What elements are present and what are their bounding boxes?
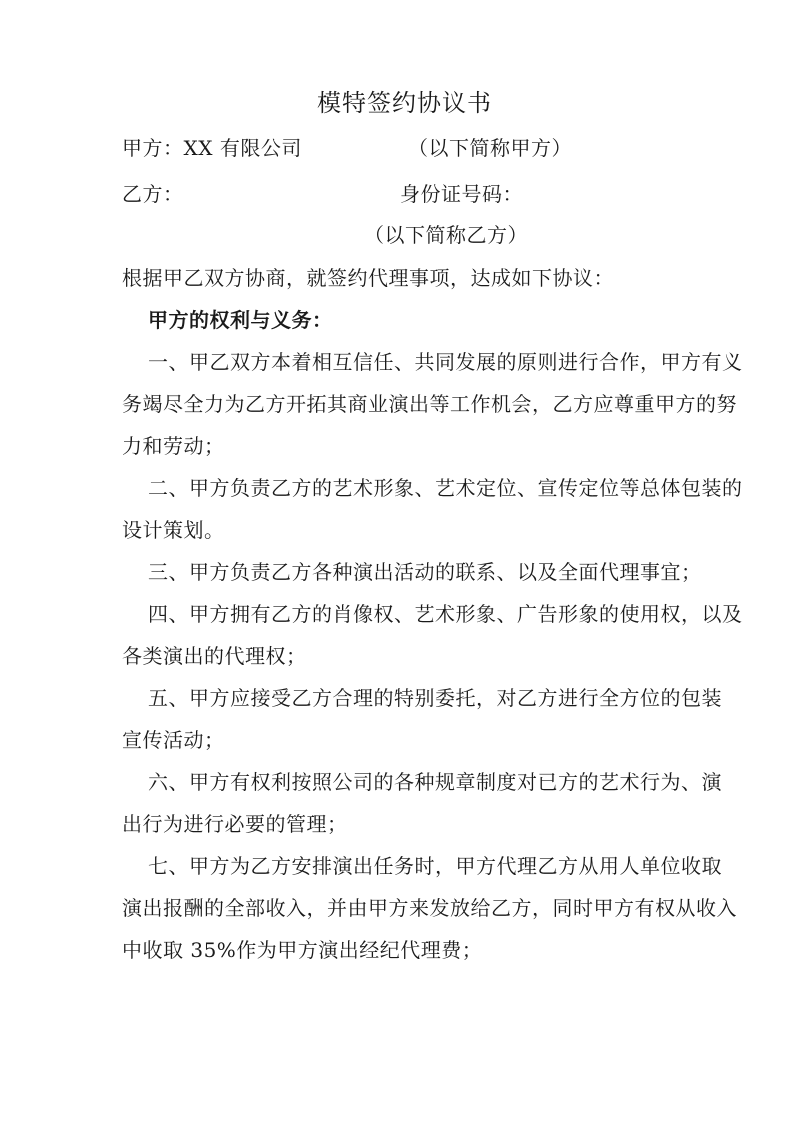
clause-line: 出行为进行必要的管理； [122,812,348,836]
section-heading: 甲方的权利与义务： [148,308,333,332]
clause-line: 力和劳动； [122,434,225,458]
clause-line: 务竭尽全力为乙方开拓其商业演出等工作机会，乙方应尊重甲方的努 [122,392,737,416]
intro-paragraph: 根据甲乙双方协商，就签约代理事项，达成如下协议： [122,266,614,290]
clause-line: 三、甲方负责乙方各种演出活动的联系、以及全面代理事宜； [148,560,702,584]
clause-line: 各类演出的代理权； [122,644,307,668]
clause-line: 四、甲方拥有乙方的肖像权、艺术形象、广告形象的使用权，以及 [148,602,743,626]
clause-line: 设计策划。 [122,518,225,542]
party-b-label: 乙方： [122,182,184,206]
clause-line: 演出报酬的全部收入，并由甲方来发放给乙方，同时甲方有权从收入 [122,896,737,920]
document-title: 模特签约协议书 [317,89,492,117]
clause-line: 一、甲乙双方本着相互信任、共同发展的原则进行合作，甲方有义 [148,350,743,374]
party-a-label: 甲方：XX 有限公司 [122,136,302,160]
party-a-alias: （以下简称甲方） [408,136,572,160]
clause-line: 中收取 35%作为甲方演出经纪代理费； [122,938,483,962]
clause-line: 七、甲方为乙方安排演出任务时，甲方代理乙方从用人单位收取 [148,854,722,878]
clause-line: 六、甲方有权利按照公司的各种规章制度对已方的艺术行为、演 [148,770,722,794]
party-b-alias: （以下简称乙方） [364,223,528,247]
clause-line: 五、甲方应接受乙方合理的特别委托，对乙方进行全方位的包装 [148,686,722,710]
clause-line: 二、甲方负责乙方的艺术形象、艺术定位、宣传定位等总体包装的 [148,476,743,500]
party-b-id-label: 身份证号码： [400,182,523,206]
clause-line: 宣传活动； [122,728,225,752]
